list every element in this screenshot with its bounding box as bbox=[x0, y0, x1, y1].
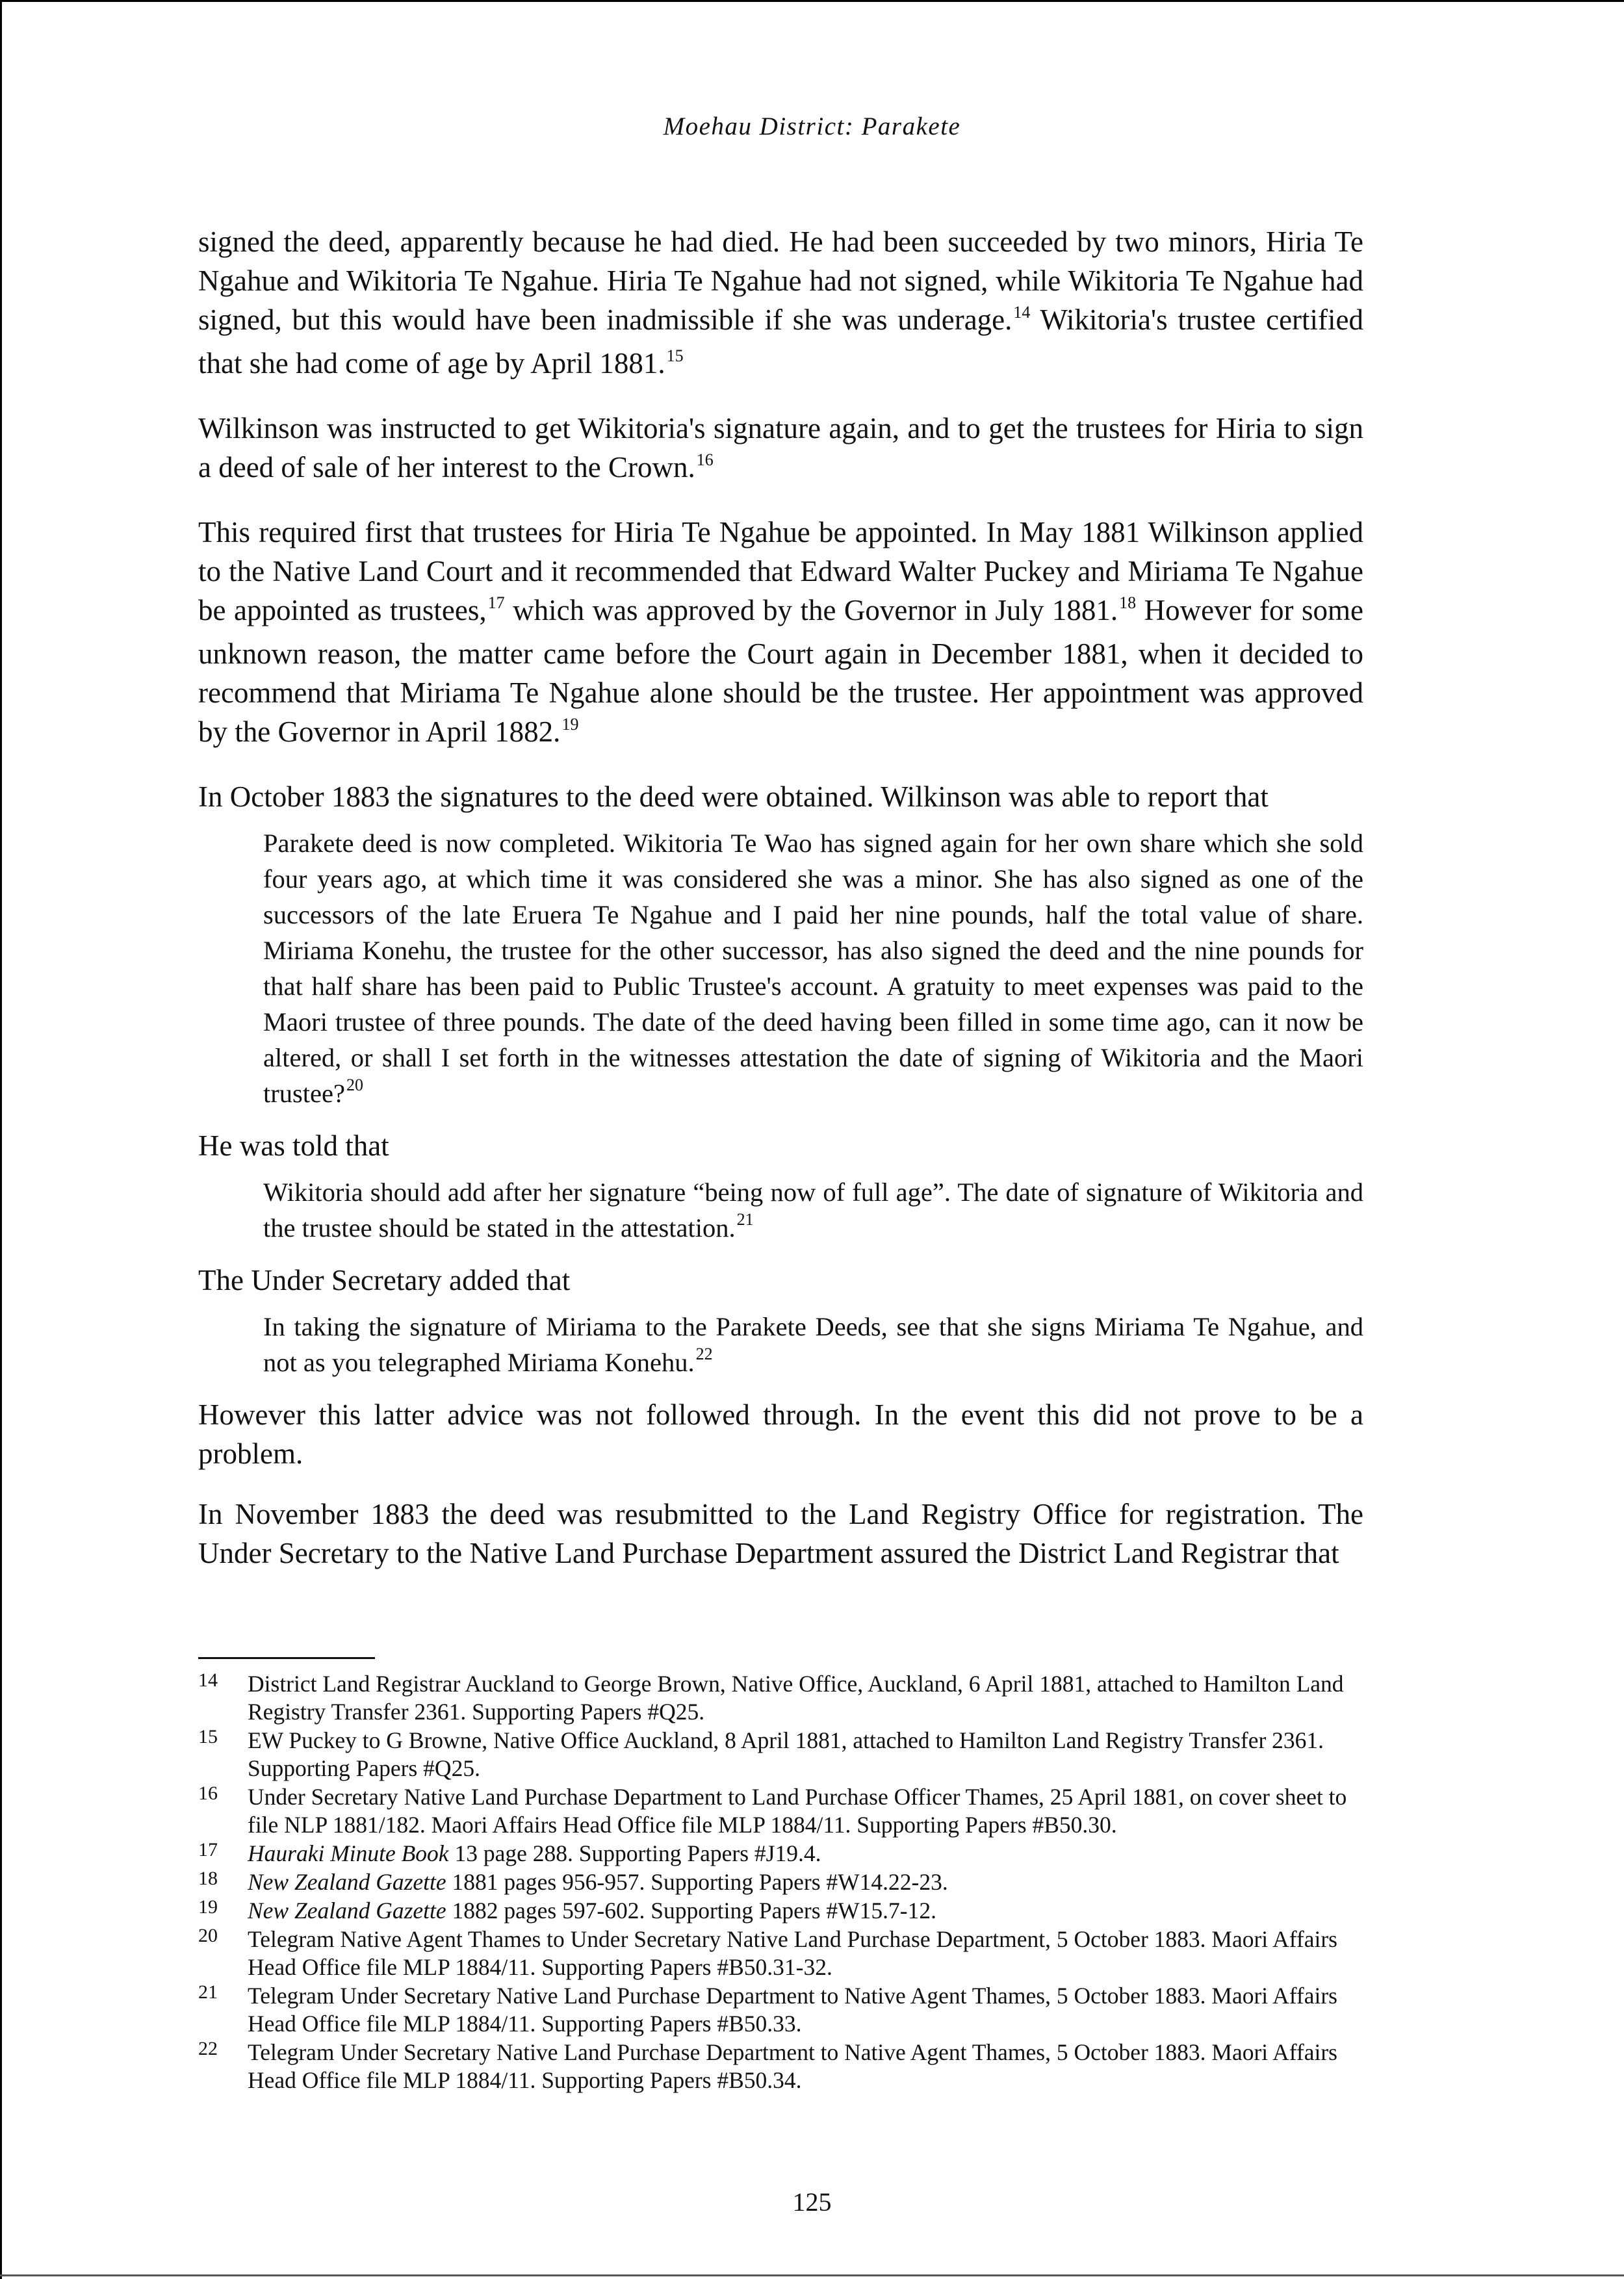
paragraph: In October 1883 the signatures to the deed were obtained. Wilkinson was able to report that bbox=[198, 780, 1269, 813]
body-text bbox=[198, 222, 1363, 1594]
footnote-ref: 22 bbox=[695, 1345, 713, 1363]
footnote-ref: 17 bbox=[487, 593, 505, 612]
footnote-number: 18 bbox=[198, 1868, 218, 1889]
footnote-number: 20 bbox=[198, 1925, 218, 1946]
footnote: 14 District Land Registrar Auckland to George Brown, Native Office, Auckland, 6 April 1881, attached to Hamilton Land Registry Transfer 2361. Supporting Papers #Q25. bbox=[198, 1670, 1363, 1726]
footnote-ref: 15 bbox=[666, 346, 684, 365]
footnote-number: 16 bbox=[198, 1783, 218, 1804]
scan-edge-top bbox=[0, 0, 1624, 2]
paragraph: This required first that trustees for Hiria Te Ngahue be appointed. In May 1881 Wilkinson applied to the Native Land Court and it recommended that Edward Walter Puckey and Miriama Te Ngahue be appointed as trustees,$^{17}$ which was approved by the Governor in July 1881.18 However for some unknown reason, the matter came before the Court again in December 1881, when it decided to recommend that Miriama Te Ngahue alone should be the trustee. Her appointment was approved by the Governor in April 1882.19 bbox=[198, 516, 1363, 748]
page-number: 125 bbox=[792, 2187, 832, 2217]
scan-edge-left bbox=[0, 0, 2, 2279]
footnote-ref: 21 bbox=[736, 1210, 754, 1229]
paragraph: He was told that bbox=[198, 1129, 389, 1162]
footnote-number: 17 bbox=[198, 1839, 218, 1861]
footnote: 22 Telegram Under Secretary Native Land Purchase Department to Native Agent Thames, 5 October 1883. Maori Affairs Head Office file MLP 1884/11. Supporting Papers #B50.34. bbox=[198, 2039, 1363, 2094]
footnote: 16 Under Secretary Native Land Purchase Department to Land Purchase Officer Thames, 25 April 1881, on cover sheet to file NLP 1881/182. Maori Affairs Head Office file MLP 1884/11. Supporting Papers #B50.30. bbox=[198, 1783, 1363, 1839]
paragraph: However this latter advice was not followed through. In the event this did not prove to be a problem. bbox=[198, 1398, 1363, 1470]
block-quote: Parakete deed is now completed. Wikitoria Te Wao has signed again for her own share which she sold four years ago, at which time it was considered she was a minor. She has also signed as one of the successors of the late Eruera Te Ngahue and I paid her nine pounds, half the total value of share. Miriama Konehu, the trustee for the other successor, has also signed the deed and the nine pounds for that half share has been paid to Public Trustee's account. A gratuity to meet expenses was paid to the Maori trustee of three pounds. The date of the deed having been filled in some time ago, can it now be altered, or shall I set forth in the witnesses attestation the date of signing of Wikitoria and the Maori trustee?$^{20}$ bbox=[263, 829, 1363, 1108]
footnote-ref: 19 bbox=[561, 715, 579, 734]
footnote-number: 15 bbox=[198, 1726, 218, 1747]
footnote-separator bbox=[198, 1657, 375, 1659]
footnote: 18 New Zealand Gazette 1881 pages 956-957. Supporting Papers #W14.22-23. bbox=[198, 1868, 1363, 1896]
footnote-number: 22 bbox=[198, 2038, 218, 2059]
footnote-number: 14 bbox=[198, 1669, 218, 1691]
block-quote: In taking the signature of Miriama to the Parakete Deeds, see that she signs Miriama Te Ngahue, and not as you telegraphed Miriama Konehu.$^{22}$ bbox=[263, 1312, 1363, 1377]
paragraph: In November 1883 the deed was resubmitted to the Land Registry Office for registration. The Under Secretary to the Native Land Purchase Department assured the District Land Registrar that bbox=[198, 1498, 1363, 1569]
footnote-ref: 16 bbox=[696, 450, 714, 469]
footnote-ref: 18 bbox=[1119, 593, 1137, 612]
scan-edge-bottom bbox=[0, 2274, 1624, 2276]
footnote: 15 EW Puckey to G Browne, Native Office Auckland, 8 April 1881, attached to Hamilton Land Registry Transfer 2361. Supporting Papers #Q25. bbox=[198, 1727, 1363, 1783]
footnote: 19 New Zealand Gazette 1882 pages 597-602. Supporting Papers #W15.7-12. bbox=[198, 1897, 1363, 1925]
footnote: 21 Telegram Under Secretary Native Land Purchase Department to Native Agent Thames, 5 October 1883. Maori Affairs Head Office file MLP 1884/11. Supporting Papers #B50.33. bbox=[198, 1982, 1363, 2038]
footnote: 17 Hauraki Minute Book 13 page 288. Supporting Papers #J19.4. bbox=[198, 1840, 1363, 1868]
footnote-ref: 14 bbox=[1013, 303, 1031, 322]
paragraph: signed the deed, apparently because he had died. He had been succeeded by two minors, Hiria Te Ngahue and Wikitoria Te Ngahue. Hiria Te Ngahue had not signed, while Wikitoria Te Ngahue had signed, but this would have been inadmissible if she was underage.$^{14}$ Wikitoria's trustee certified that she had come of age by April 1881.15 bbox=[198, 225, 1363, 380]
footnote: 20 Telegram Native Agent Thames to Under Secretary Native Land Purchase Department, 5 October 1883. Maori Affairs Head Office file MLP 1884/11. Supporting Papers #B50.31-32. bbox=[198, 1925, 1363, 1981]
paragraph: The Under Secretary added that bbox=[198, 1264, 571, 1296]
footnote-ref: 20 bbox=[346, 1075, 363, 1094]
footnote-number: 19 bbox=[198, 1896, 218, 1918]
block-quote: Wikitoria should add after her signature “being now of full age”. The date of signature of Wikitoria and the trustee should be stated in the attestation.$^{21}$ bbox=[263, 1178, 1363, 1243]
footnote-number: 21 bbox=[198, 1981, 218, 2003]
running-head: Moehau District: Parakete bbox=[663, 112, 961, 140]
footnotes bbox=[198, 1670, 1363, 2095]
paragraph: Wilkinson was instructed to get Wikitoria's signature again, and to get the trustees for Hiria to sign a deed of sale of her interest to the Crown.$^{16}$ bbox=[198, 412, 1363, 483]
